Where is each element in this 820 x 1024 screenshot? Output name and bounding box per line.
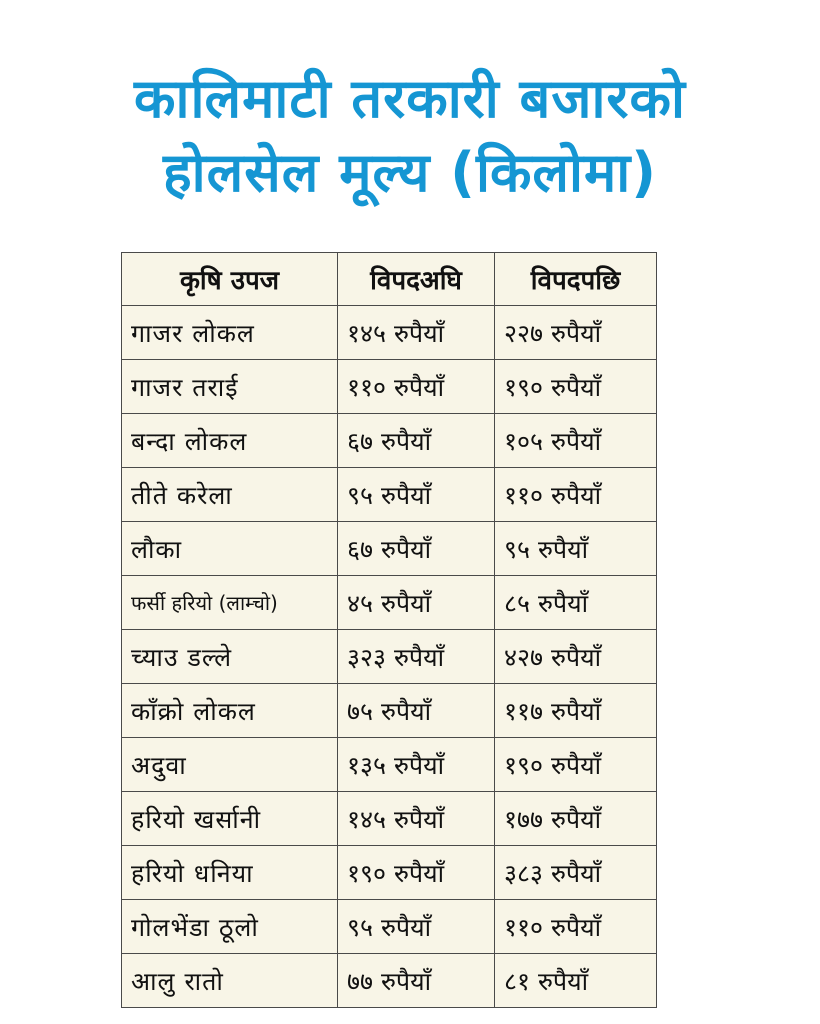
crop-name: बन्दा लोकल bbox=[122, 414, 338, 468]
price-before: ७५ रुपैयाँ bbox=[338, 684, 495, 738]
price-after: ८५ रुपैयाँ bbox=[495, 576, 657, 630]
table-row bbox=[122, 360, 657, 414]
crop-name: हरियो धनिया bbox=[122, 846, 338, 900]
price-before: ४५ रुपैयाँ bbox=[338, 576, 495, 630]
price-after: ९५ रुपैयाँ bbox=[495, 522, 657, 576]
price-before: ६७ रुपैयाँ bbox=[338, 414, 495, 468]
price-before: ९५ रुपैयाँ bbox=[338, 900, 495, 954]
price-table bbox=[121, 252, 657, 1008]
table-header-row bbox=[122, 253, 657, 306]
price-table-container bbox=[121, 252, 657, 1008]
crop-name: गोलभेंडा ठूलो bbox=[122, 900, 338, 954]
table-row bbox=[122, 414, 657, 468]
price-after: ४२७ रुपैयाँ bbox=[495, 630, 657, 684]
price-after: ३८३ रुपैयाँ bbox=[495, 846, 657, 900]
table-row bbox=[122, 900, 657, 954]
crop-name: काँक्रो लोकल bbox=[122, 684, 338, 738]
crop-name: अदुवा bbox=[122, 738, 338, 792]
crop-name: तीते करेला bbox=[122, 468, 338, 522]
header-after-disaster: विपदपछि bbox=[495, 253, 657, 306]
table-row bbox=[122, 306, 657, 360]
price-before: १४५ रुपैयाँ bbox=[338, 306, 495, 360]
price-after: ११० रुपैयाँ bbox=[495, 900, 657, 954]
table-row bbox=[122, 738, 657, 792]
header-before-disaster: विपदअघि bbox=[338, 253, 495, 306]
table-row bbox=[122, 684, 657, 738]
table-row bbox=[122, 576, 657, 630]
price-after: १०५ रुपैयाँ bbox=[495, 414, 657, 468]
crop-name: गाजर लोकल bbox=[122, 306, 338, 360]
price-before: ६७ रुपैयाँ bbox=[338, 522, 495, 576]
price-after: ११० रुपैयाँ bbox=[495, 468, 657, 522]
table-row bbox=[122, 792, 657, 846]
price-after: ८१ रुपैयाँ bbox=[495, 954, 657, 1008]
crop-name: लौका bbox=[122, 522, 338, 576]
price-after: १९० रुपैयाँ bbox=[495, 360, 657, 414]
price-before: १४५ रुपैयाँ bbox=[338, 792, 495, 846]
page-title bbox=[0, 62, 820, 210]
price-before: १३५ रुपैयाँ bbox=[338, 738, 495, 792]
price-before: ९५ रुपैयाँ bbox=[338, 468, 495, 522]
table-row bbox=[122, 846, 657, 900]
price-after: ११७ रुपैयाँ bbox=[495, 684, 657, 738]
price-after: २२७ रुपैयाँ bbox=[495, 306, 657, 360]
table-row bbox=[122, 954, 657, 1008]
price-before: १९० रुपैयाँ bbox=[338, 846, 495, 900]
crop-name: फर्सी हरियो (लाम्चो) bbox=[122, 576, 338, 630]
price-after: १९० रुपैयाँ bbox=[495, 738, 657, 792]
price-before: ७७ रुपैयाँ bbox=[338, 954, 495, 1008]
crop-name: आलु रातो bbox=[122, 954, 338, 1008]
table-row bbox=[122, 468, 657, 522]
price-before: ३२३ रुपैयाँ bbox=[338, 630, 495, 684]
table-row bbox=[122, 522, 657, 576]
header-crop: कृषि उपज bbox=[122, 253, 338, 306]
table-row bbox=[122, 630, 657, 684]
crop-name: च्याउ डल्ले bbox=[122, 630, 338, 684]
title-line-1: कालिमाटी तरकारी बजारको bbox=[134, 67, 686, 130]
crop-name: हरियो खर्सानी bbox=[122, 792, 338, 846]
crop-name: गाजर तराई bbox=[122, 360, 338, 414]
title-line-2: होलसेल मूल्य (किलोमा) bbox=[163, 141, 657, 204]
price-before: ११० रुपैयाँ bbox=[338, 360, 495, 414]
price-after: १७७ रुपैयाँ bbox=[495, 792, 657, 846]
